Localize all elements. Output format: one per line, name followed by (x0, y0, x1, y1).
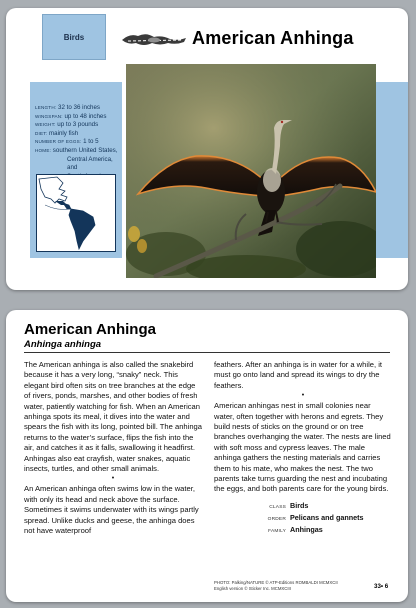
home-line: Central America, and (67, 155, 113, 172)
fact-row: NUMBER OF EGGS: 1 to 5 (35, 138, 99, 146)
card-number: 33• 6 (374, 583, 389, 590)
fact-row: DIET: mainly fish (35, 129, 79, 137)
title-divider (24, 352, 390, 353)
anhinga-photo (126, 64, 376, 278)
bullet-separator: • (301, 392, 305, 400)
back-title: American Anhinga (24, 321, 156, 338)
anhinga-silhouette-icon (120, 30, 188, 50)
front-card (6, 8, 408, 290)
front-title: American Anhinga (192, 28, 354, 48)
taxonomy-row: ORDER Pelicans and gannets (267, 512, 364, 522)
credit-line: PHOTO: Palking/NATURE © ATP-Editions ROMBALDI MCMXCII (214, 580, 338, 585)
fact-row: HOME: southern United States, (35, 146, 118, 154)
fact-row: WINGSPAN: up to 48 inches (35, 112, 107, 120)
anhinga-photo-illustration (126, 64, 376, 278)
scientific-name: Anhinga anhinga (24, 339, 102, 350)
bullet-separator: • (111, 475, 115, 483)
credit-line: English version © Sticker Inc. MCMXCIII (214, 585, 291, 591)
body-paragraph: feathers. After an anhinga is in water for a while, it must go onto land and spread its wings to dry the feathers. (214, 360, 382, 390)
front-header (6, 8, 408, 68)
back-card (6, 310, 408, 602)
body-paragraph: American anhingas nest in small colonies near water, often together with herons and egrets. They build nests of sticks on the ground or on tree branches overhanging the water. The nests are lined with soft moss and cypress leaves. The male anhinga gathers the nesting materials and carries them to his mate, who makes the nest. The two parents take turns guarding the nest and incubating the eggs, and both parents care for the young birds. (214, 401, 391, 494)
left-column (24, 360, 202, 537)
fact-row: LENGTH: 32 to 36 inches (35, 104, 101, 111)
right-color-band (376, 82, 408, 258)
category-tab (42, 14, 106, 60)
taxonomy-block (258, 501, 392, 537)
taxonomy-row: CLASS Birds (269, 500, 309, 510)
range-map (36, 174, 116, 252)
right-column (214, 360, 392, 537)
facts-list (35, 104, 121, 181)
facts-panel (30, 82, 122, 258)
body-paragraph: An American anhinga often swims low in the water, with only its head and neck above the surface. Sometimes it swims underwater with its wings partly spread. Unlike ducks and geese, the anhinga does not have waterproof (24, 484, 199, 536)
fact-row: WEIGHT: up to 3 pounds (35, 121, 99, 129)
taxonomy-row: FAMILY Anhingas (268, 524, 323, 534)
americas-map-icon (37, 175, 115, 251)
category-label: Birds (63, 32, 85, 42)
photo-credits (214, 580, 338, 591)
body-paragraph: The American anhinga is also called the snakebird because it has a very long, “snaky” neck. This elegant bird often sits on tree branches at the edge of rivers, ponds, marshes, and other bodies of fresh water, patiently watching for fish. When an American anhinga spots its meal, it dives into the water and spears the fish with its long, pointed bill. The anhinga returns to the water’s surface, flips the fish into the air, and catches it as it falls, swallowing it headfirst. Anhingas also eat crayfish, water snakes, aquatic insects, turtles, and other small animals. (24, 360, 203, 474)
